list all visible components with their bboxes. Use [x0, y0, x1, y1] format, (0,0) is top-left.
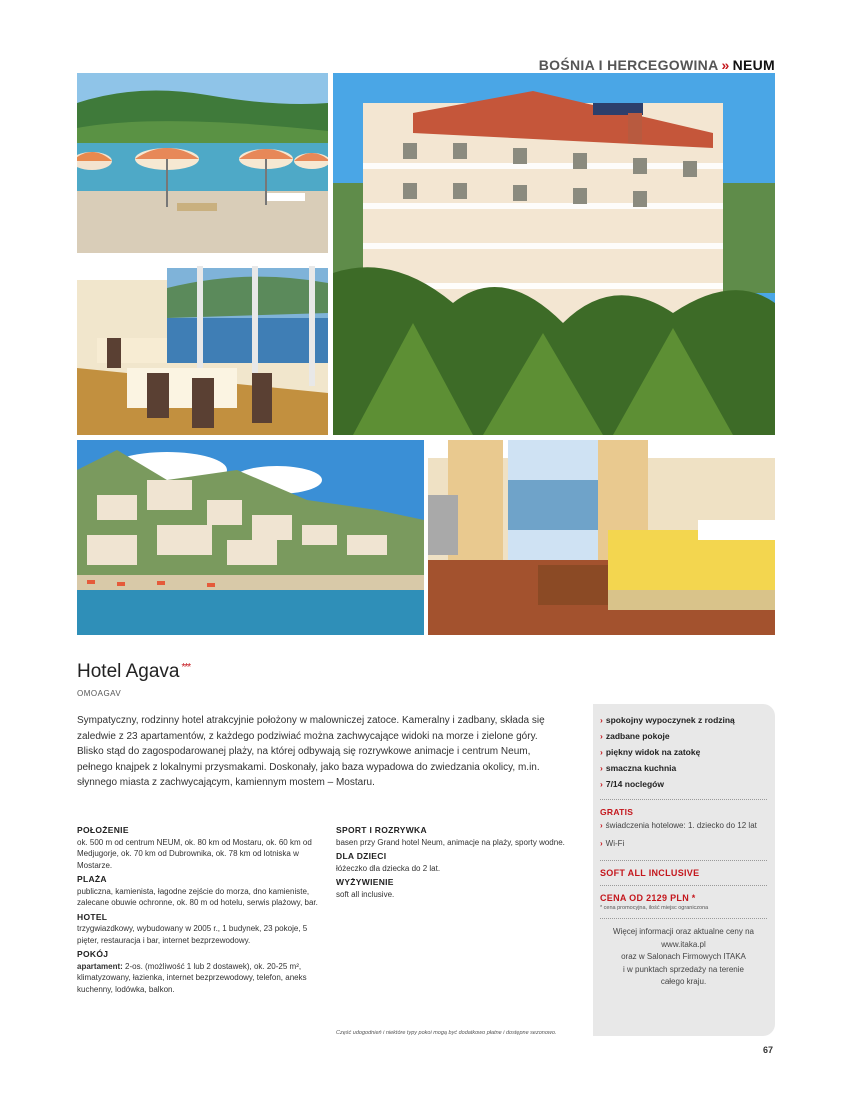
location-text: ok. 500 m od centrum NEUM, ok. 80 km od Mostaru, ok. 60 km od Medjugorje, ok. 70 km od Dubrownika, ok. 78 km od lotniska w Mostarze.: [77, 837, 312, 870]
intro-paragraph: Sympatyczny, rodzinny hotel atrakcyjnie położony w malowniczej zatoce. Kameralny i zadbany, składa się zaledwie z 23 apartamentów, z każdego podziwiać można zachwycające widoki na morze i zielone góry. Blisko stąd do zagospodarowanej plaży, na której odbywają się rozrywkowe animacje i centrum Neum, pełnego knajpek z lokalnymi przysmakami. Doskonały, jako baza wypadowa do zwiedzania okolicy, m.in. słynnego miasta z zachwycającym, kamiennym mostem – Mostaru.: [77, 715, 545, 788]
room-text: [77, 961, 321, 996]
details-left-column: [77, 822, 321, 997]
room-heading: POKÓJ: [77, 949, 109, 959]
page-number: 67: [763, 1045, 774, 1055]
footnote: Część udogodnień i niektóre typy pokoi mogą być dodatkowo płatne i dostępne sezonowo.: [336, 1030, 557, 1036]
breadcrumb-separator: »: [721, 57, 730, 73]
food-text: soft all inclusive.: [336, 889, 395, 899]
location-heading: POŁOŻENIE: [77, 825, 129, 835]
gratis-label: GRATIS: [600, 807, 634, 817]
beach-heading: PLAŻA: [77, 874, 107, 884]
chevron-right-icon: ›: [600, 747, 603, 757]
feature-item: › spokojny wypoczynek z rodziną: [600, 715, 735, 725]
feature-item: › zadbane pokoje: [600, 731, 670, 741]
breadcrumb-city: NEUM: [732, 57, 775, 73]
beach-text: publiczna, kamienista, łagodne zejście do morza, dno kamieniste, zalecane obuwie ochronne, ok. 80 m od hotelu, serwis plażowy, bar.: [77, 886, 318, 907]
offer-sidebar: [593, 704, 775, 1036]
hotel-name: Hotel Agava: [77, 661, 180, 682]
town-beach-photo: [77, 440, 424, 635]
sport-text: basen przy Grand hotel Neum, animacje na plaży, sporty wodne.: [336, 837, 565, 847]
details-right-column: [336, 822, 586, 902]
chevron-right-icon: ›: [600, 763, 603, 773]
breadcrumb: [539, 57, 775, 73]
price-note: * cena promocyjna, ilość miejsc ograniczona: [600, 905, 709, 911]
beach-umbrellas-photo: [77, 73, 328, 253]
feature-item: › piękny widok na zatokę: [600, 747, 701, 757]
hotel-code: OMOAGAV: [77, 689, 122, 698]
chevron-right-icon: ›: [600, 779, 603, 789]
chevron-right-icon: ›: [600, 821, 603, 830]
food-heading: WYŻYWIENIE: [336, 877, 394, 887]
gratis-item: › świadczenia hotelowe: 1. dziecko do 12 lat: [600, 821, 757, 830]
chevron-right-icon: ›: [600, 715, 603, 725]
feature-item: › smaczna kuchnia: [600, 763, 677, 773]
hotel-text: trzygwiazdkowy, wybudowany w 2005 r., 1 budynek, 23 pokoje, 5 pięter, restauracja i bar, internet bezprzewodowy.: [77, 924, 308, 945]
sport-heading: SPORT I ROZRYWKA: [336, 825, 427, 835]
website-link[interactable]: www.itaka.pl: [661, 939, 706, 949]
divider: [600, 799, 767, 800]
price: CENA OD 2129 PLN *: [600, 893, 696, 903]
hotel-heading: HOTEL: [77, 911, 108, 922]
board-type: SOFT ALL INCLUSIVE: [600, 868, 700, 878]
hotel-building-photo: [333, 73, 775, 435]
divider: [600, 885, 767, 886]
contact-info: Więcej informacji oraz aktualne ceny na www.itaka.pl oraz w Salonach Firmowych ITAKA i w punktach sprzedaży na terenie całego kraju.: [600, 926, 767, 989]
bedroom-photo: [428, 440, 775, 635]
room-type: apartament:: [77, 961, 123, 971]
star-rating: ***: [181, 661, 191, 673]
kids-heading: DLA DZIECI: [336, 851, 387, 861]
breadcrumb-country: BOŚNIA I HERCEGOWINA: [538, 57, 719, 73]
chevron-right-icon: ›: [600, 839, 603, 848]
room-description: 2-os. (możliwość 1 lub 2 dostawek), ok. 20-25 m², klimatyzowany, łazienka, internet bezprzewodowy, telefon, aneks kuchenny, lodówka, balkon.: [77, 961, 307, 994]
hotel-title: [77, 661, 190, 683]
gratis-item: › Wi-Fi: [600, 839, 625, 848]
chevron-right-icon: ›: [600, 731, 603, 741]
feature-item: › 7/14 noclegów: [600, 779, 664, 789]
kids-text: łóżeczko dla dziecka do 2 lat.: [336, 863, 441, 873]
restaurant-photo: [77, 258, 328, 435]
divider: [600, 918, 767, 919]
divider: [600, 860, 767, 861]
